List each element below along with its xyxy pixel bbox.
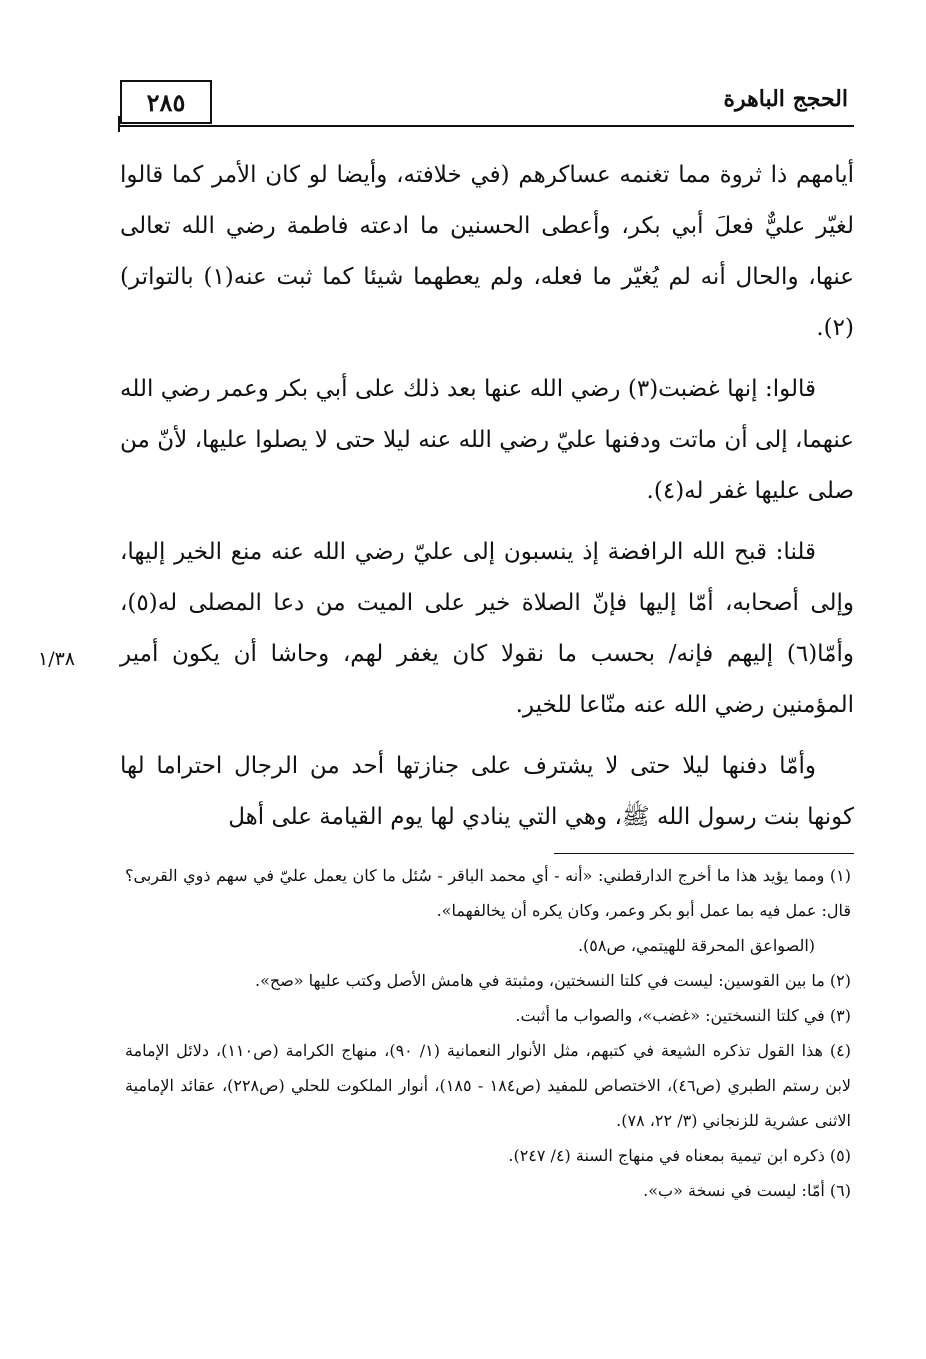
margin-folio-note: ١/٣٨ — [38, 648, 76, 670]
paragraph: قلنا: قبح الله الرافضة إذ ينسبون إلى عليّ رضي الله عنه منع الخير إليها، وإلى أصحابه، أمّا إليها فإنّ الصلاة خير على الميت من دعا المصلى له(٥)، وأمّا(٦) إليهم فإنه/ بحسب ما نقولا كان يغفر لهم، وحاشا أن يكون أمير المؤمنين رضي الله عنه منّاعا للخير. — [120, 539, 854, 718]
paragraph: أيامهم ذا ثروة مما تغنمه عساكرهم (في خلافته، وأيضا لو كان الأمر كما قالوا لغيّر عليٌّ فعلَ أبي بكر، وأعطى الحسنين ما ادعته فاطمة رضي الله تعالى عنها، والحال أنه لم يُغيّر ما فعله، ولم يعطهما شيئا كما ثبت عنه(١) بالتواتر)(٢). — [120, 162, 855, 341]
footnote: (٣) في كلتا النسختين: «غضب»، والصواب ما أثبت. — [515, 1006, 851, 1025]
footnote: (٢) ما بين القوسين: ليست في كلتا النسختين، ومثبتة في هامش الأصل وكتب عليها «صح». — [255, 971, 851, 990]
running-header-title: الحجج الباهرة — [723, 86, 848, 112]
page-number-box — [120, 80, 212, 124]
paragraph: وأمّا دفنها ليلا حتى لا يشترف على جنازتها أحد من الرجال احتراما لها كونها بنت رسول الله ﷺ، وهي التي ينادي لها يوم القيامة على أهل — [120, 753, 854, 830]
main-text — [120, 150, 854, 853]
header-rule-tick — [118, 116, 120, 132]
footnote: (٦) أمّا: ليست في نسخة «ب». — [643, 1181, 851, 1200]
footnote-continuation: (الصواعق المحرقة للهيتمي، ص٥٨). — [577, 936, 815, 955]
footnote: (٤) هذا القول تذكره الشيعة في كتبهم، مثل الأنوار النعمانية (١/ ٩٠)، منهاج الكرامة (ص١١٠)، دلائل الإمامة لابن رستم الطبري (ص٤٦)، الاختصاص للمفيد (ص١٨٤ - ١٨٥)، أنوار الملكوت للحلي (ص٢٢٨)، عقائد الإمامية الاثنى عشرية للزنجاني (٣/ ٢٢، ٧٨). — [125, 1041, 852, 1130]
footnote-rule — [554, 853, 854, 854]
header-rule — [118, 125, 854, 127]
footnotes — [125, 858, 851, 1208]
paragraph: قالوا: إنها غضبت(٣) رضي الله عنها بعد ذلك على أبي بكر وعمر رضي الله عنهما، إلى أن ماتت ودفنها عليّ رضي الله عنه ليلا حتى لا يصلوا عليها، لأنّ من صلى عليها غفر له(٤). — [120, 376, 854, 504]
footnote: (١) ومما يؤيد هذا ما أخرج الدارقطني: «أنه - أي محمد الباقر - سُئل ما كان يعمل عليّ في سهم ذوي القربى؟ قال: عمل فيه بما عمل أبو بكر وعمر، وكان يكره أن يخالفهما». — [125, 866, 851, 920]
page-number: ٢٨٥ — [146, 87, 186, 117]
footnote: (٥) ذكره ابن تيمية بمعناه في منهاج السنة (٤/ ٢٤٧). — [508, 1146, 851, 1165]
